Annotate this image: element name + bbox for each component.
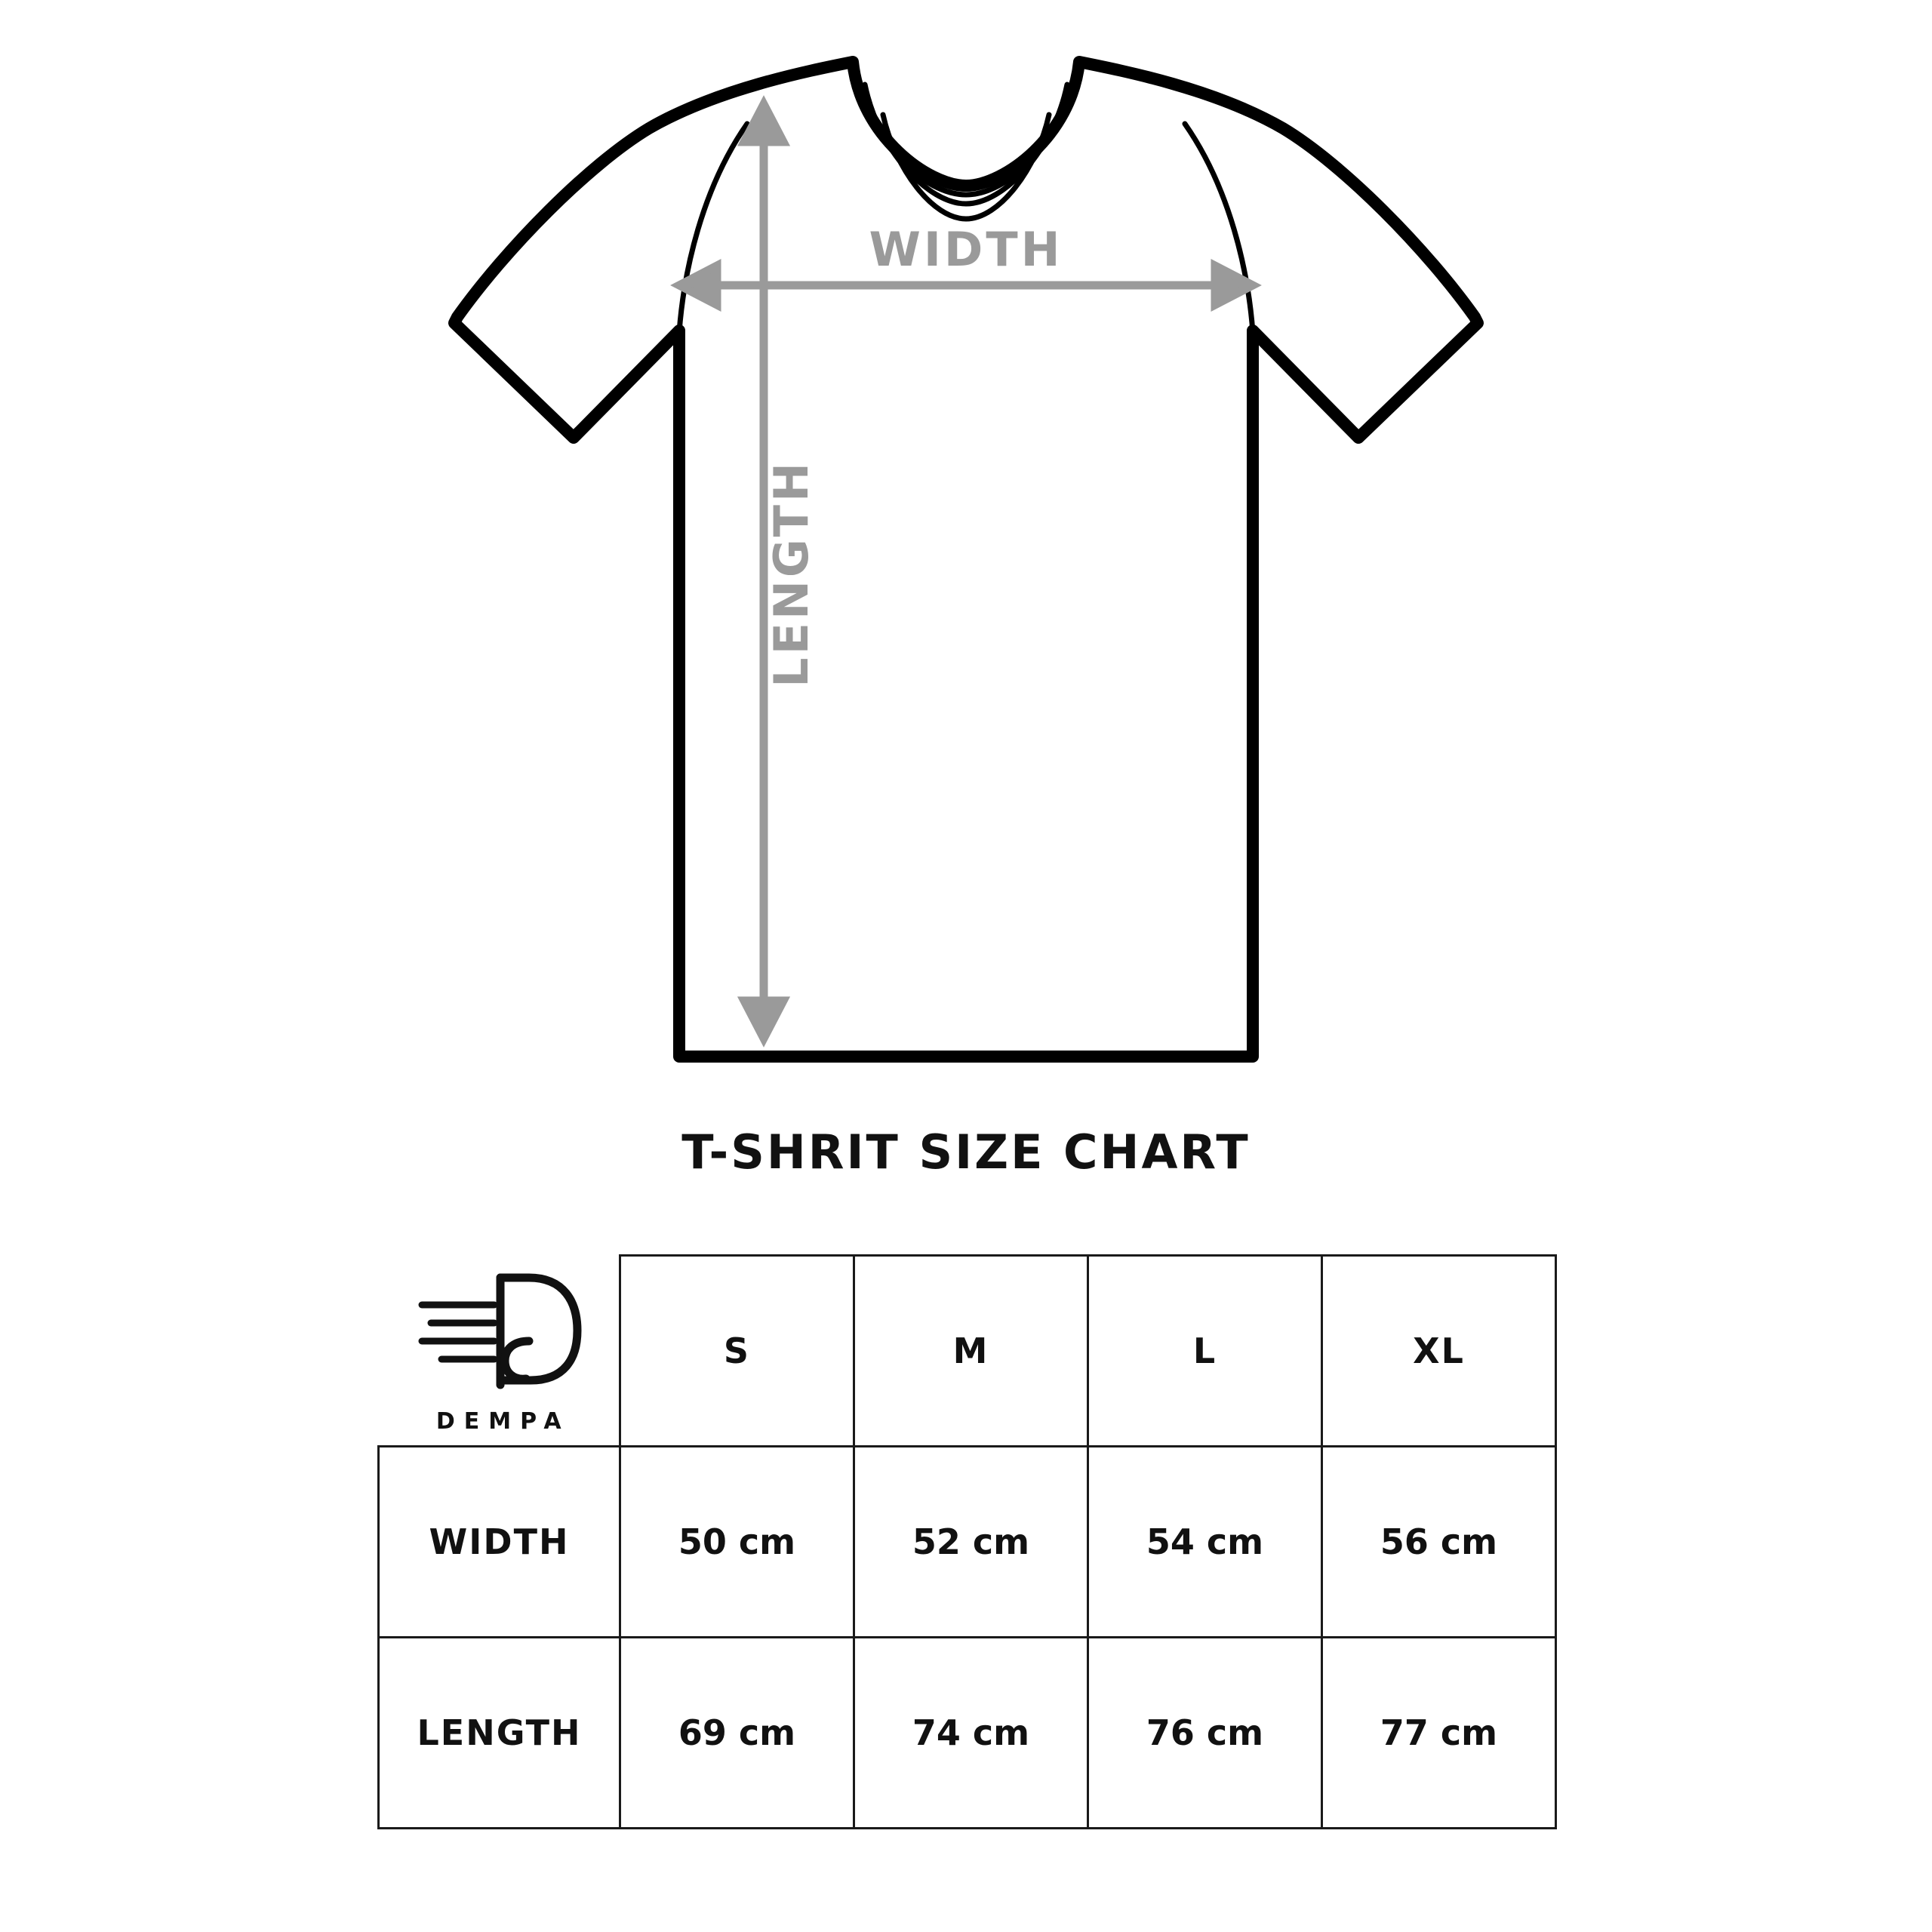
length-m-value: 74 cm xyxy=(854,1638,1088,1829)
length-l-value: 76 cm xyxy=(1088,1638,1322,1829)
table-row-length xyxy=(379,1638,1556,1829)
width-label: WIDTH xyxy=(869,222,1063,277)
brand-logo-cell xyxy=(379,1256,620,1447)
width-s-value: 50 cm xyxy=(620,1447,854,1638)
dempa-d-logo-icon xyxy=(416,1266,582,1398)
length-label: LENGTH xyxy=(764,460,819,688)
brand-name: DEMPA xyxy=(435,1408,571,1435)
row-label-length: LENGTH xyxy=(379,1638,620,1829)
size-header-l: L xyxy=(1088,1256,1322,1447)
width-l-value: 54 cm xyxy=(1088,1447,1322,1638)
size-table xyxy=(377,1254,1557,1829)
table-header-row xyxy=(379,1256,1556,1447)
tshirt-outline-svg xyxy=(325,45,1607,1102)
size-header-m: M xyxy=(854,1256,1088,1447)
size-header-s: S xyxy=(620,1256,854,1447)
page-title: T-SHRIT SIZE CHART xyxy=(681,1124,1251,1180)
width-xl-value: 56 cm xyxy=(1322,1447,1556,1638)
tshirt-illustration xyxy=(0,45,1932,1102)
length-xl-value: 77 cm xyxy=(1322,1638,1556,1829)
width-m-value: 52 cm xyxy=(854,1447,1088,1638)
table-row-width xyxy=(379,1447,1556,1638)
size-header-xl: XL xyxy=(1322,1256,1556,1447)
row-label-width: WIDTH xyxy=(379,1447,620,1638)
length-s-value: 69 cm xyxy=(620,1638,854,1829)
